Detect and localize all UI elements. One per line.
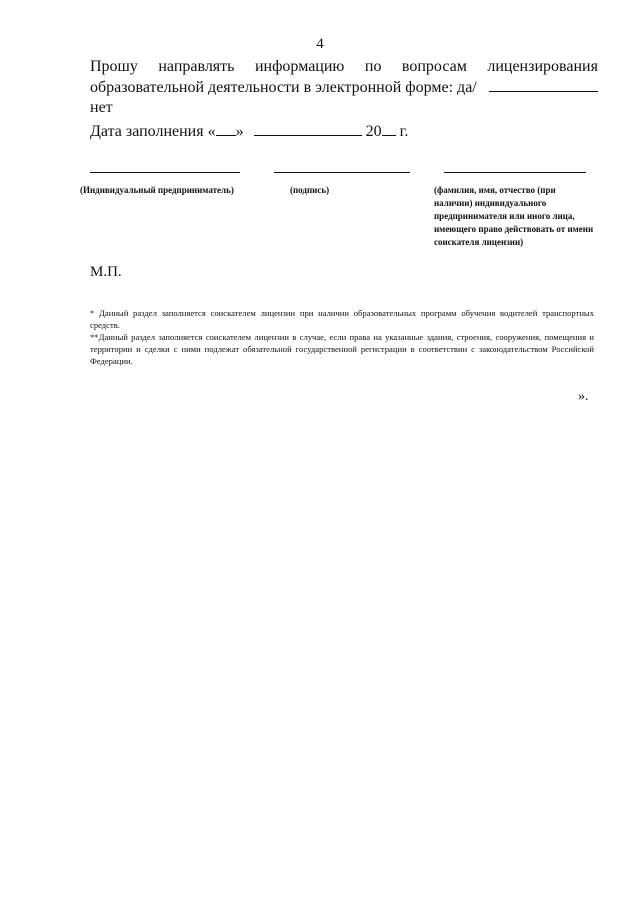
fio-signature-line[interactable] xyxy=(444,172,586,173)
page-number: 4 xyxy=(316,36,324,52)
signature-caption: (подпись) xyxy=(290,185,330,195)
signature-line[interactable] xyxy=(274,172,410,173)
request-word: лицензирования xyxy=(487,58,598,75)
year-blank-field[interactable] xyxy=(382,121,396,136)
email-request-statement xyxy=(90,57,598,118)
request-word: по xyxy=(364,58,382,75)
year-prefix: 20 xyxy=(365,123,382,140)
request-line-2-text: образовательной деятельности в электронной форме: да/нет xyxy=(90,79,477,116)
year-suffix: г. xyxy=(395,123,409,140)
request-word: вопросам xyxy=(401,58,467,75)
stamp-place: М.П. xyxy=(90,264,122,280)
month-blank-field[interactable] xyxy=(254,121,362,136)
closing-quote: ». xyxy=(578,389,589,404)
request-word: информацию xyxy=(254,58,345,75)
fill-date-label: Дата заполнения « xyxy=(90,123,216,140)
request-word: Прошу xyxy=(90,58,138,75)
entrepreneur-signature-line[interactable] xyxy=(90,172,240,173)
fill-date-close-quote: » xyxy=(235,123,244,140)
fio-caption: (фамилия, имя, отчество (при наличии) индивидуального предпринимателя или иного лица, имеющего право действовать от имени соискателя лицензии) xyxy=(434,185,594,247)
footnote: **Данный раздел заполняется соискателем лицензии в случае, если права на указанные здания, строения, сооружения, помещения и территории и сделки с ними подлежат обязательной государственной регистрации в соответствии с законодательством Российской Федерации. xyxy=(90,332,594,366)
footnote: * Данный раздел заполняется соискателем лицензии при наличии образовательных программ обучения водителей транспортных средств. xyxy=(90,308,594,330)
footnotes xyxy=(90,307,594,367)
request-line-1 xyxy=(90,57,598,77)
request-word: направлять xyxy=(158,58,235,75)
entrepreneur-caption: (Индивидуальный предприниматель) xyxy=(80,185,234,195)
yes-no-blank-field[interactable] xyxy=(489,77,598,92)
day-blank-field[interactable] xyxy=(216,121,236,136)
fill-date-row xyxy=(90,121,408,141)
request-line-2 xyxy=(90,77,598,118)
